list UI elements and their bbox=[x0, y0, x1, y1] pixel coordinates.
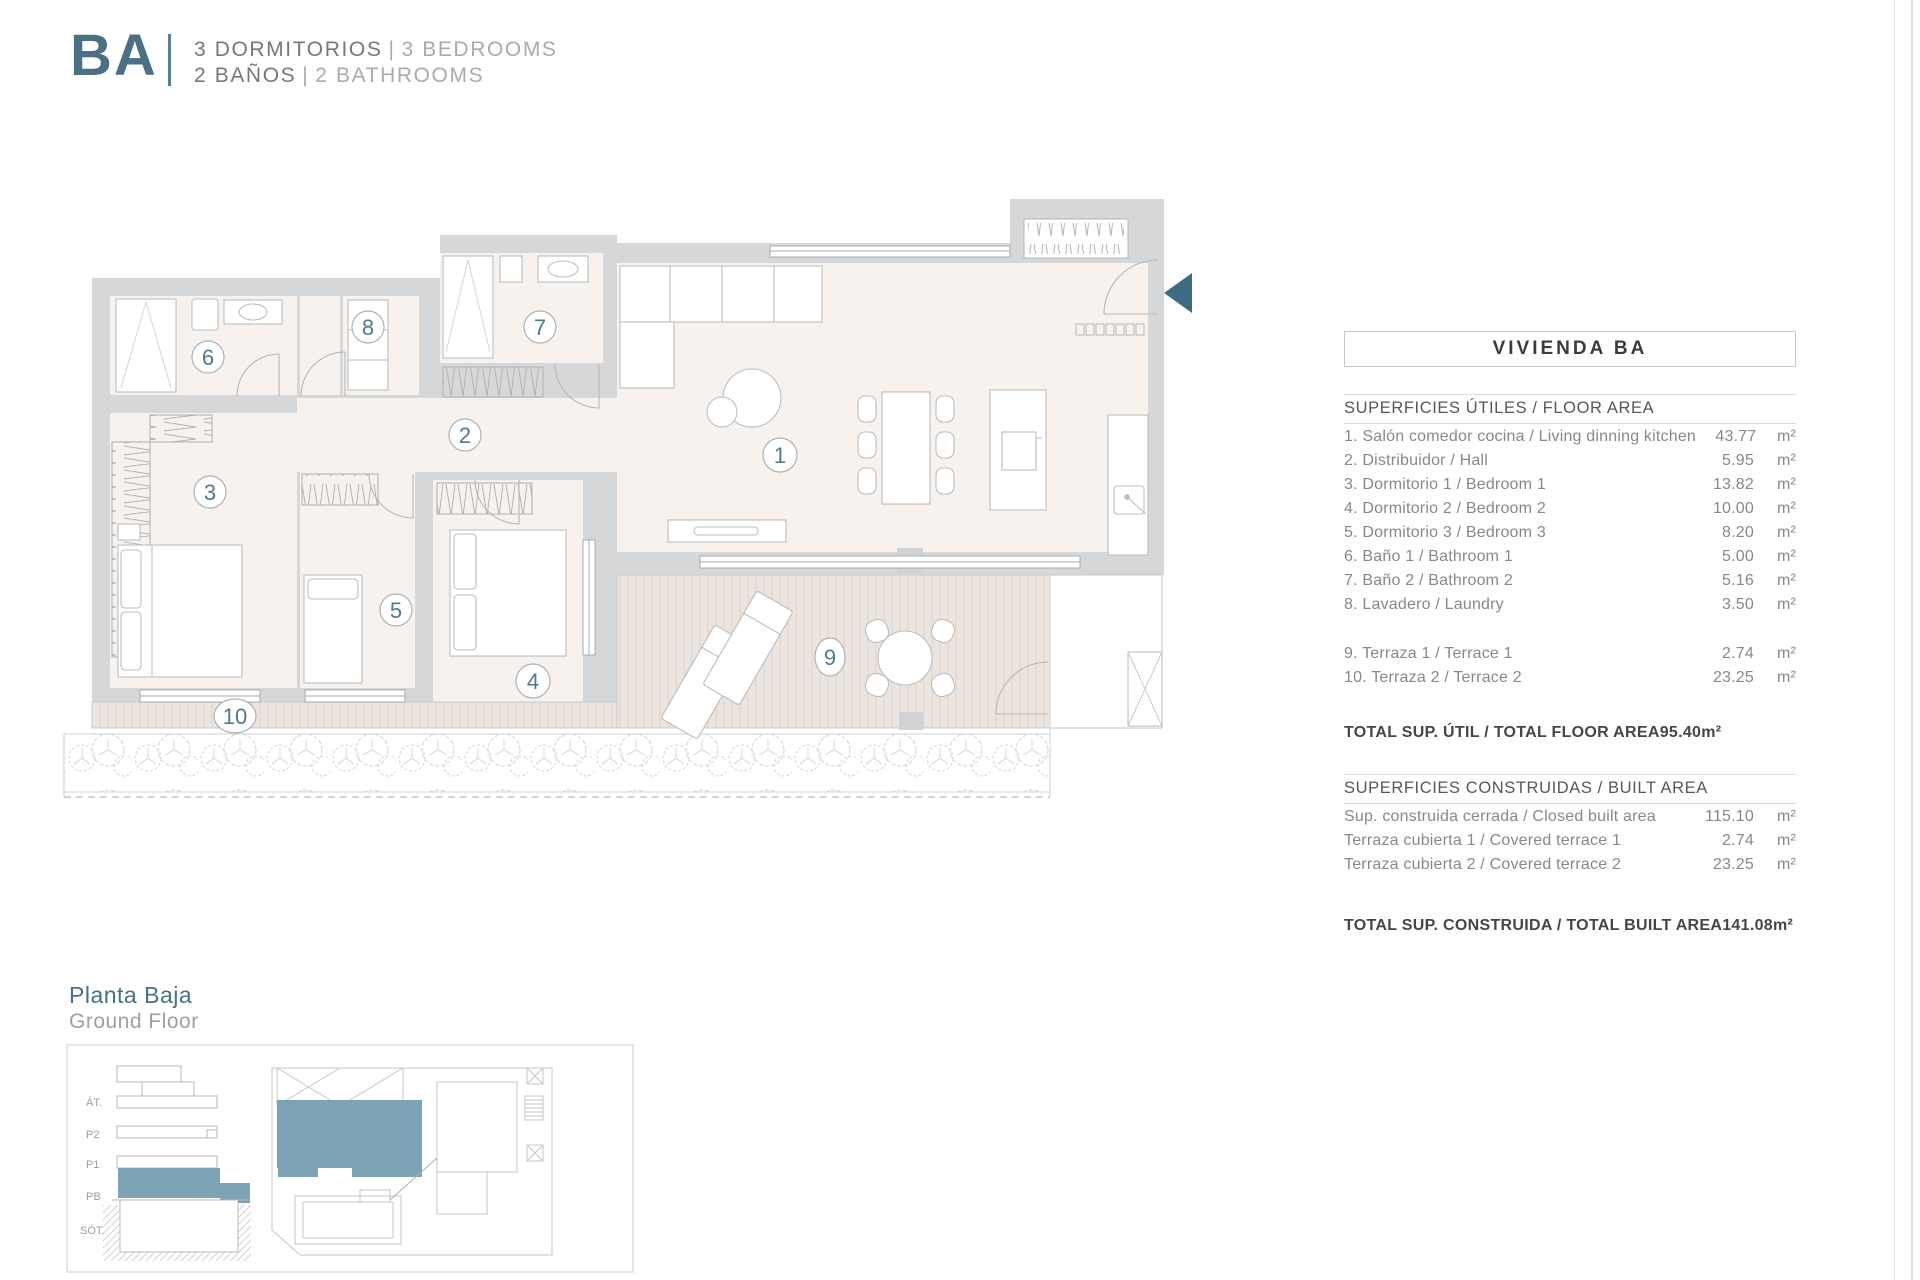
room-label-7 bbox=[524, 311, 556, 343]
svg-text:6: 6 bbox=[201, 345, 215, 370]
area-table bbox=[1344, 331, 1796, 939]
floor-title-es: Planta Baja bbox=[69, 982, 193, 1008]
table-row: 3. Dormitorio 1 / Bedroom 1 13.82 m² bbox=[1344, 476, 1796, 493]
level-label-pb: PB bbox=[86, 1191, 101, 1203]
entrance-arrow-icon bbox=[1164, 273, 1192, 313]
svg-text:10: 10 bbox=[222, 704, 248, 729]
total-floor-area-row: TOTAL SUP. ÚTIL / TOTAL FLOOR AREA 95.40 m² bbox=[1344, 724, 1722, 741]
svg-text:1: 1 bbox=[773, 443, 787, 468]
page-edge-line bbox=[1911, 0, 1913, 1280]
total-built-area-row: TOTAL SUP. CONSTRUIDA / TOTAL BUILT AREA 141.08 m² bbox=[1344, 917, 1794, 934]
entry-closet bbox=[1024, 219, 1128, 258]
table-row: 2. Distribuidor / Hall 5.95 m² bbox=[1344, 452, 1796, 469]
table-row: Sup. construida cerrada / Closed built area 115.10 m² bbox=[1344, 808, 1796, 825]
svg-text:2: 2 bbox=[458, 423, 472, 448]
bedrooms-en: 3 BEDROOMS bbox=[401, 38, 558, 61]
key-site-plan bbox=[272, 1068, 552, 1255]
table-row: 5. Dormitorio 3 / Bedroom 3 8.20 m² bbox=[1344, 524, 1796, 541]
room-label-8 bbox=[352, 311, 384, 343]
svg-text:5: 5 bbox=[389, 598, 403, 623]
room-label-6 bbox=[192, 341, 224, 373]
table-row: 8. Lavadero / Laundry 3.50 m² bbox=[1344, 596, 1796, 613]
table-title: VIVIENDA BA bbox=[1344, 331, 1796, 367]
svg-text:3: 3 bbox=[203, 480, 217, 505]
floor-area-rows bbox=[1344, 425, 1796, 617]
room-label-4 bbox=[516, 664, 550, 698]
table-row: 10. Terraza 2 / Terrace 2 23.25 m² bbox=[1344, 669, 1796, 686]
table-row: 4. Dormitorio 2 / Bedroom 2 10.00 m² bbox=[1344, 500, 1796, 517]
table-row: 9. Terraza 1 / Terrace 1 2.74 m² bbox=[1344, 645, 1796, 662]
page-edge-line bbox=[1894, 0, 1895, 1280]
level-label-sotano: SÓT. bbox=[80, 1225, 105, 1237]
bedrooms-line: 3 DORMITORIOS | 3 BEDROOMS bbox=[194, 38, 558, 61]
section-header-floor-area: SUPERFICIES ÚTILES / FLOOR AREA bbox=[1344, 395, 1796, 424]
svg-text:8: 8 bbox=[361, 315, 375, 340]
bathrooms-en: 2 BATHROOMS bbox=[315, 64, 485, 87]
room-label-3 bbox=[194, 476, 226, 508]
room-label-2 bbox=[449, 419, 481, 451]
room-label-1 bbox=[763, 438, 797, 472]
floor-title-en: Ground Floor bbox=[69, 1010, 199, 1033]
bathrooms-line: 2 BAÑOS | 2 BATHROOMS bbox=[194, 64, 485, 87]
terrace-rows bbox=[1344, 642, 1796, 690]
table-row: 6. Baño 1 / Bathroom 1 5.00 m² bbox=[1344, 548, 1796, 565]
built-area-rows bbox=[1344, 805, 1796, 877]
bathrooms-es: 2 BAÑOS bbox=[194, 64, 297, 87]
room-label-9 bbox=[815, 638, 845, 676]
spacer bbox=[1344, 617, 1796, 641]
key-plan bbox=[67, 1045, 633, 1272]
svg-text:7: 7 bbox=[533, 315, 547, 340]
level-label-p2: P2 bbox=[86, 1129, 100, 1141]
svg-text:4: 4 bbox=[526, 669, 540, 694]
room-label-10 bbox=[214, 699, 256, 733]
svg-text:9: 9 bbox=[823, 645, 837, 670]
level-label-atico: ÁT. bbox=[86, 1097, 102, 1109]
room-label-5 bbox=[380, 594, 412, 626]
table-row: 1. Salón comedor cocina / Living dinning kitchen 43.77 m² bbox=[1344, 428, 1796, 445]
table-row: 7. Baño 2 / Bathroom 2 5.16 m² bbox=[1344, 572, 1796, 589]
table-row: Terraza cubierta 1 / Covered terrace 1 2.74 m² bbox=[1344, 832, 1796, 849]
bedrooms-es: 3 DORMITORIOS bbox=[194, 38, 383, 61]
level-label-p1: P1 bbox=[86, 1159, 100, 1171]
section-header-built-area: SUPERFICIES CONSTRUIDAS / BUILT AREA bbox=[1344, 775, 1796, 804]
table-row: Terraza cubierta 2 / Covered terrace 2 23.25 m² bbox=[1344, 856, 1796, 873]
logo-ba: BA bbox=[70, 23, 158, 88]
